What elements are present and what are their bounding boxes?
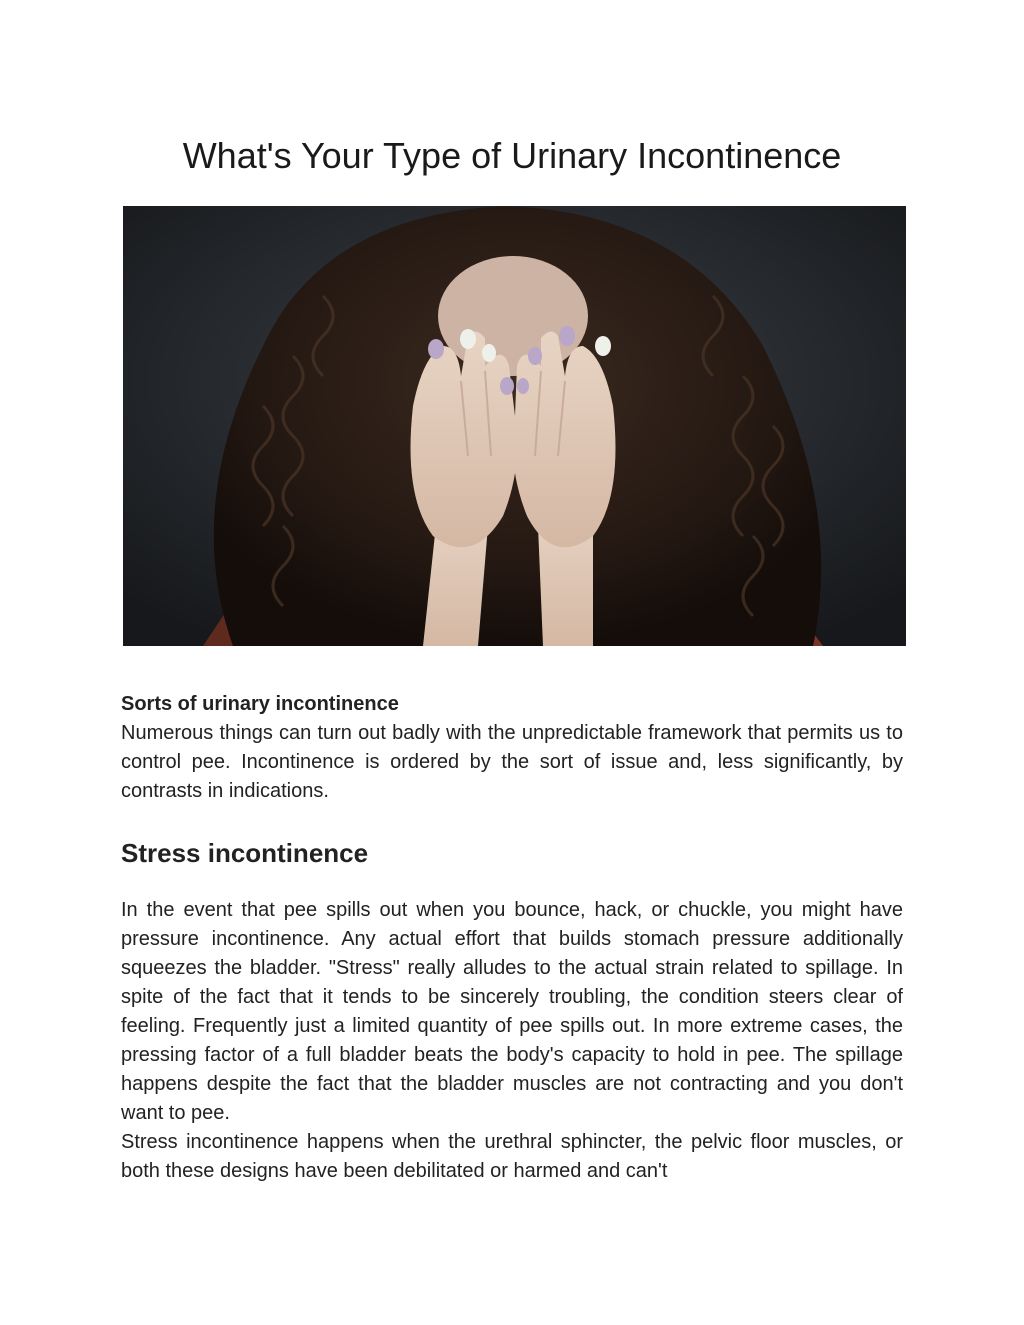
woman-covering-face-photo-icon [123, 206, 906, 646]
intro-paragraph: Numerous things can turn out badly with the unpredictable framework that permits us to control pee. Incontinence is ordered by the sort of issue and, less significantly, by contrasts in indications. [121, 722, 903, 802]
section-heading: Stress incontinence [121, 838, 369, 868]
stress-paragraph-1: In the event that pee spills out when you bounce, hack, or chuckle, you might have pressure incontinence. Any actual effort that builds stomach pressure additionally squeezes the bladder. "Stress" really alludes to the actual strain related to spillage. In spite of the fact that it tends to be sincerely troubling, the condition steers clear of feeling. Frequently just a limited quantity of pee spills out. In more extreme cases, the pressing factor of a full bladder beats the body's capacity to hold in pee. The spillage happens despite the fact that the bladder muscles are not contracting and you don't want to pee. [121, 899, 903, 1124]
hero-image [123, 206, 906, 646]
article-body [121, 690, 903, 1186]
page-title: What's Your Type of Urinary Incontinence [182, 135, 842, 176]
stress-paragraph-2: Stress incontinence happens when the urethral sphincter, the pelvic floor muscles, or both these designs have been debilitated or harmed and can't [121, 1131, 903, 1182]
section-label: Sorts of urinary incontinence [121, 693, 399, 715]
